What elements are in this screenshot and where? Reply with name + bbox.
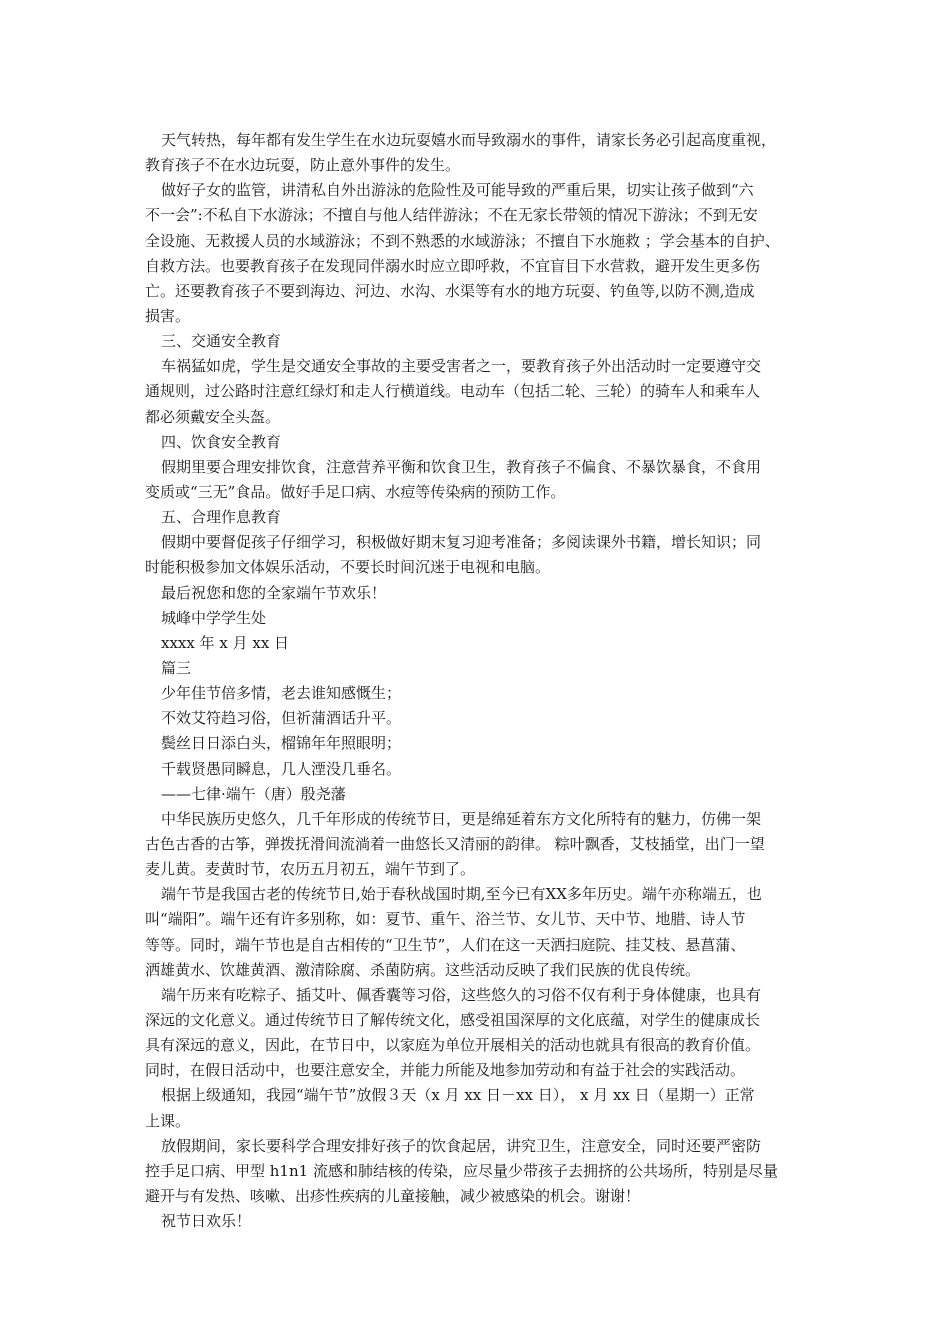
text-line: 根据上级通知，我园“端午节”放假３天（x 月 xx 日－xx 日）， x 月 xx 日（星期一）正常 [161,1086,755,1104]
poem-line: 鬓丝日日添白头，榴锦年年照眼明； [161,734,402,752]
text-line: 端午历来有吃粽子、插艾叶、佩香囊等习俗，这些悠久的习俗不仅有利于身体健康，也具有 [161,986,762,1004]
text-line: 同时，在假日活动中，也要注意安全，并能力所能及地参加劳动和有益于社会的实践活动。 [145,1061,746,1079]
poem-attribution: ——七律·端午（唐）殷尧藩 [161,785,346,803]
poem-line: 不效艾符趋习俗，但祈蒲酒话升平。 [161,709,402,727]
text-line: 不一会”:不私自下水游泳；不擅自与他人结伴游泳；不在无家长带领的情况下游泳；不到无安 [145,206,758,224]
text-line: 假期中要督促孩子仔细学习，积极做好期末复习迎考准备；多阅读课外书籍，增长知识；同 [161,533,762,551]
text-line: 麦儿黄。麦黄时节，农历五月初五，端午节到了。 [145,860,476,878]
text-line: 都必须戴安全头盔。 [145,408,281,426]
text-line: 教育孩子不在水边玩耍，防止意外事件的发生。 [145,156,461,174]
text-line: 端午节是我国古老的传统节日,始于春秋战国时期,至今已有XX多年历史。端午亦称端五，也 [161,885,762,903]
text-line: 具有深远的意义，因此，在节日中，以家庭为单位开展相关的活动也就具有很高的教育价值。 [145,1036,761,1054]
text-line: 变质或“三无”食品。做好手足口病、水痘等传染病的预防工作。 [145,483,566,501]
text-line: 古色古香的古筝，弹拨抚滑间流淌着一曲悠长又清丽的韵律。 粽叶飘香，艾枝插堂，出门一望 [145,835,765,853]
text-line: 假期里要合理安排饮食，注意营养平衡和饮食卫生，教育孩子不偏食、不暴饮暴食，不食用 [161,458,762,476]
text-line: 自救方法。也要教育孩子在发现同伴溺水时应立即呼救，不宜盲目下水营救，避开发生更多伤 [145,257,761,275]
text-line: 放假期间，家长要科学合理安排好孩子的饮食起居，讲究卫生，注意安全，同时还要严密防 [161,1137,762,1155]
section-heading: 三、交通安全教育 [161,332,282,350]
section-heading: 四、饮食安全教育 [161,433,282,451]
text-line: 避开与有发热、咳嗽、出疹性疾病的儿童接触，减少被感染的机会。谢谢！ [145,1187,641,1205]
text-line: 等等。同时，端午节也是自古相传的“卫生节”，人们在这一天洒扫庭院、挂艾枝、悬菖蒲、 [145,936,746,954]
text-line: 通规则，过公路时注意红绿灯和走人行横道线。电动车（包括二轮、三轮）的骑车人和乘车人 [145,382,761,400]
section-title: 篇三 [161,659,192,677]
text-line: 叫“端阳”。端午还有许多别称，如：夏节、重午、浴兰节、女儿节、天中节、地腊、诗人节 [145,910,746,928]
text-line: 中华民族历史悠久，几千年形成的传统节日，更是绵延着东方文化所特有的魅力，仿佛一架 [161,810,762,828]
text-line: 时能积极参加文体娱乐活动，不要长时间沉迷于电视和电脑。 [145,558,551,576]
text-line: 亡。还要教育孩子不要到海边、河边、水沟、水渠等有水的地方玩耍、钓鱼等,以防不测,造成 [145,282,755,300]
text-line: 天气转热，每年都有发生学生在水边玩耍嬉水而导致溺水的事件，请家长务必引起高度重视， [161,131,777,149]
closing-line: 祝节日欢乐！ [161,1212,252,1230]
poem-line: 少年佳节倍多情，老去谁知感慨生； [161,684,402,702]
text-line: 深远的文化意义。通过传统节日了解传统文化，感受祖国深厚的文化底蕴，对学生的健康成长 [145,1011,761,1029]
text-line: 上课。 [145,1112,191,1130]
text-line: 全设施、无救援人员的水域游泳；不到不熟悉的水域游泳；不擅自下水施救 ；学会基本的自护、 [145,232,780,250]
section-heading: 五、合理作息教育 [161,508,282,526]
text-line: 控手足口病、甲型 h1n1 流感和肺结核的传染，应尽量少带孩子去拥挤的公共场所，特别是尽量 [145,1162,778,1180]
signature-line: 城峰中学学生处 [161,609,267,627]
text-line: 车祸猛如虎，学生是交通安全事故的主要受害者之一，要教育孩子外出活动时一定要遵守交 [161,357,762,375]
text-line: 做好子女的监管，讲清私自外出游泳的危险性及可能导致的严重后果，切实让孩子做到“六 [161,181,754,199]
date-line: xxxx 年 x 月 xx 日 [161,634,290,652]
closing-line: 最后祝您和您的全家端午节欢乐！ [161,584,387,602]
poem-line: 千载贤愚同瞬息，几人湮没几垂名。 [161,760,402,778]
text-line: 损害。 [145,307,191,325]
text-line: 洒雄黄水、饮雄黄酒、激清除腐、杀菌防病。这些活动反映了我们民族的优良传统。 [145,961,701,979]
